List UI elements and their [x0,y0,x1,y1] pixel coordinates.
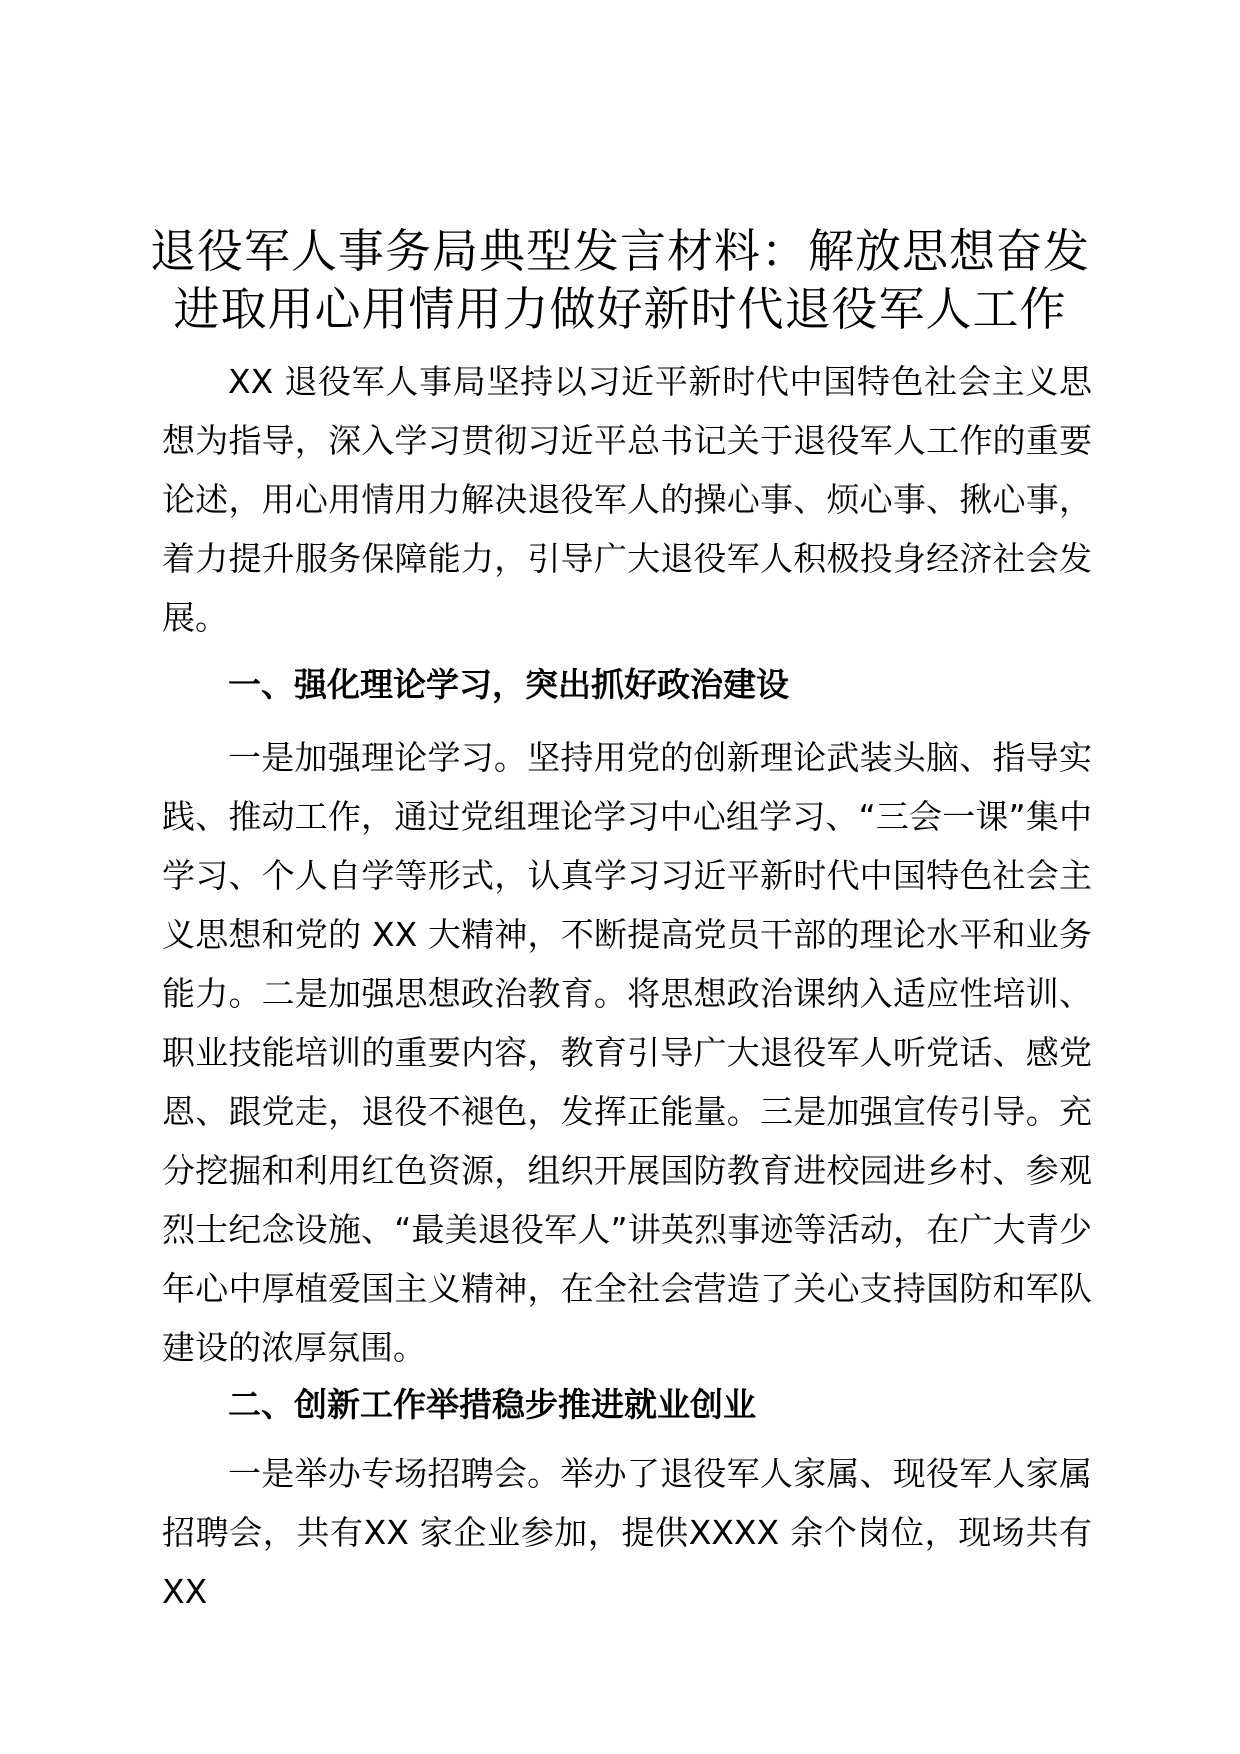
section-1-paragraph: 一是加强理论学习。坚持用党的创新理论武装头脑、指导实践、推动工作，通过党组理论学习中心组学习、“三会一课”集中学习、个人自学等形式，认真学习习近平新时代中国特色社会主义思想和党的 XX 大精神，不断提高党员干部的理论水平和业务能力。二是加强思想政治教育。将思想政治课纳入适应性培训、职业技能培训的重要内容，教育引导广大退役军人听党话、感党恩、跟党走，退役不褪色，发挥正能量。三是加强宣传引导。充分挖掘和利用红色资源，组织开展国防教育进校园进乡村、参观烈士纪念设施、“最美退役军人”讲英烈事迹等活动，在广大青少年心中厚植爱国主义精神，在全社会营造了关心支持国防和军队建设的浓厚氛围。 [162,738,1092,1367]
section-heading-2: 二、创新工作举措稳步推进就业创业 [228,1385,756,1424]
section-heading-1: 一、强化理论学习，突出抓好政治建设 [228,665,789,704]
title-line-1: 退役军人事务局典型发言材料：解放思想奋发 [150,224,1090,278]
intro-paragraph: XX 退役军人事局坚持以习近平新时代中国特色社会主义思想为指导，深入学习贯彻习近平总书记关于退役军人工作的重要论述，用心用情用力解决退役军人的操心事、烦心事、揪心事，着力提升服务保障能力，引导广大退役军人积极投身经济社会发展。 [162,362,1092,637]
section-2-paragraph: 一是举办专场招聘会。举办了退役军人家属、现役军人家属招聘会，共有XX 家企业参加，提供XXXX 余个岗位，现场共有XX [162,1454,1092,1611]
title-line-2: 进取用心用情用力做好新时代退役军人工作 [173,282,1067,336]
document-title [150,222,1090,338]
document-body [162,352,1092,1621]
